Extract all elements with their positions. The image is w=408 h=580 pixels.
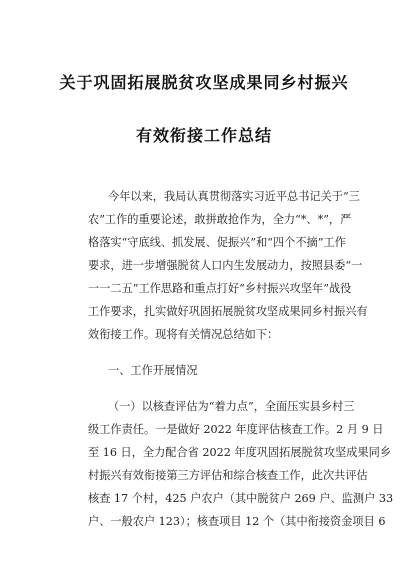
intro-line-4: 要求，进一步增强脱贫人口内生发展动力，按照县委“一 bbox=[88, 259, 363, 272]
intro-line-1: 今年以来，我局认真贯彻落实习近平总书记关于“三 bbox=[108, 190, 360, 203]
document-title-line-1: 关于巩固拓展脱贫攻坚成果同乡村振兴 bbox=[59, 73, 349, 92]
document-title-line-2: 有效衔接工作总结 bbox=[135, 126, 272, 145]
section-line-6: 户、一般农户 123）；核查项目 12 个（其中衔接资金项目 6 bbox=[88, 515, 386, 528]
section-heading: 一、工作开展情况 bbox=[108, 364, 198, 377]
section-line-2: 级工作责任。一是做好 2022 年度评估核查工作。2 月 9 日 bbox=[88, 423, 384, 436]
intro-line-3: 格落实“守底线、抓发展、促振兴”和“四个不摘”工作 bbox=[88, 236, 346, 249]
intro-line-2: 农”工作的重要论述，敢拼敢抢作为，全力“*、*”，严 bbox=[88, 213, 352, 226]
intro-line-5: 一一二五”工作思路和重点打好“乡村振兴攻坚年”战役 bbox=[88, 282, 352, 295]
intro-line-6: 工作要求，扎实做好巩固拓展脱贫攻坚成果同乡村振兴有 bbox=[88, 305, 368, 318]
intro-line-7: 效衔接工作。现将有关情况总结如下： bbox=[88, 328, 279, 341]
section-line-4: 村振兴有效衔接第三方评估和综合核查工作，此次共评估 bbox=[88, 469, 368, 482]
section-line-5: 核查 17 个村，425 户农户（其中脱贫户 269 户、监测户 33 bbox=[88, 492, 394, 505]
section-line-3: 至 16 日，全力配合省 2022 年度巩固拓展脱贫攻坚成果同乡 bbox=[88, 446, 392, 459]
section-line-1: （一）以核查评估为“着力点”，全面压实县乡村三 bbox=[108, 400, 355, 413]
